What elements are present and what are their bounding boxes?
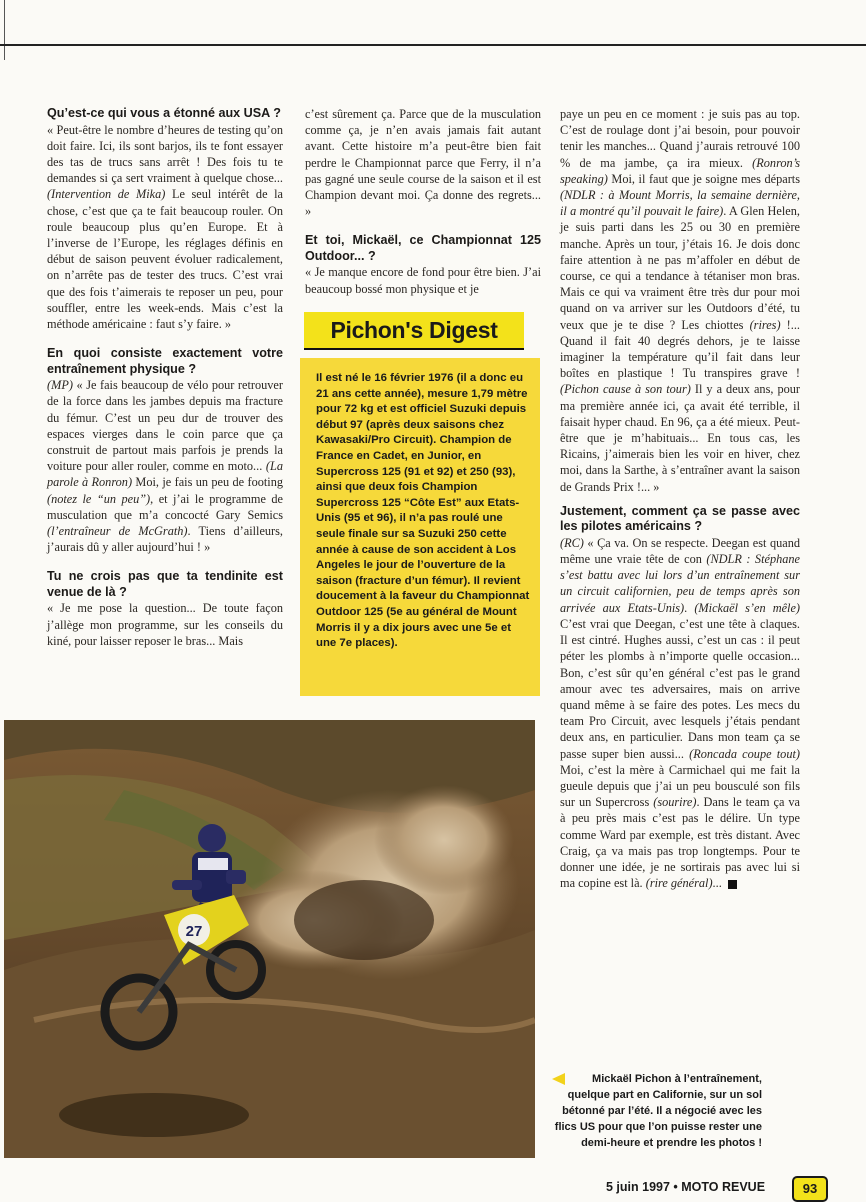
end-of-article-mark: [728, 880, 737, 889]
question-heading: Qu’est-ce qui vous a étonné aux USA ?: [47, 106, 281, 120]
answer-paragraph: (RC) « Ça va. On se respecte. Deegan est quand même une vraie tête de con (NDLR : Stéphane s’est battu avec lui lors d’un entraînement sur un circuit californien, peu de temps après son arrivée aux Etats-Unis). (Mickaël s’en mêle) C’est vrai que Deegan, c’est une tête à claques. Il est cintré. Hughes aussi, c’est un cas : il peut péter les plombs à n’importe quelle occasion... Bon, c’est sûr qu’en général c’est pas le grand amour avec tes adversaires, mais on arrive quand même à se faire des potes. Les mecs du team Pro Circuit, avec lesquels j’étais pendant deux ans, en particulier. Dans mon team ça se passe super bien aussi... (Roncada coupe tout) Moi, c’est la mère à Carmichael qui me fait la gueule depuis que j’ai un peu bousculé son fils sur un Supercross (sourire). Dans le team ça va à peu près mais c’est pas le délire. Un type comme Ward par exemple, est très distant. Avec Craig, ça va mais pas trop longtemps. Pour te donner une idée, je ne sortirais pas avec lui si ma copine est là. (rire général)...: [560, 535, 800, 891]
header-rule: [0, 44, 866, 46]
answer-paragraph: « Peut-être le nombre d’heures de testing qu’on doit faire. Ici, ils sont barjos, ils te font essayer des tas de trucs sans arrêt ! Des fois tu te demandes si ça sert vraiment à quelque chose... (Intervention de Mika) Le seul intérêt de la chose, c’est que ça te fait beaucoup rouler. On roule beaucoup plus qu’en Europe. Et à l’inverse de l’Europe, les réglages définis en début de saison peuvent évoluer radicalement, on n’arrête pas de tester des trucs. C’est vrai que des fois t’aimerais te reposer un peu, pour souffler, entre les week-ends. Mais c’est la méthode américaine : faut s’y faire. »: [47, 122, 283, 331]
question-heading: Tu ne crois pas que ta tendinite est venue de là ?: [47, 569, 283, 599]
answer-paragraph: paye un peu en ce moment : je suis pas au top. C’est de roulage dont j’ai besoin, pour pouvoir tenir les manches... Quand j’aurais retrouvé 100 % de ma jambe, ça ira mieux. (Ronron’s speaking) Moi, il faut que je soigne mes départs (NDLR : à Mount Morris, la semaine dernière, il a montré qu’il pouvait le faire). A Glen Helen, je suis parti dans les 25 ou 30 en première manche. Après un tour, j’étais 16. Je dois donc faire attention à ne pas m’affoler en début de course, ce qui a tendance à tétaniser mon bras. Mais ce qui va vraiment être très dur pour moi quand on va arriver sur les Outdoors d’été, tu veux que je te dise ? Les chiottes (rires) !... Quand il fait 40 degrés dehors, je te laisse imaginer la température qu’il fait dans leur boîtes en plastique ! Tu transpires grave ! (Pichon cause à son tour) Il y a deux ans, pour ma première année ici, ça avait été terrible, il faisait hyper chaud. En 96, ça a été mieux. Peut-être que je m’habituais... En tous cas, les Ricains, j’aimerais bien les voir en hiver, chez moi, dans la Sarthe, à s’entraîner avant la saison de Grands Prix !... »: [560, 107, 800, 494]
footer-issue-date: 5 juin 1997 • MOTO REVUE: [606, 1180, 766, 1194]
question-heading: En quoi consiste exactement votre entraînement physique ?: [47, 346, 283, 376]
answer-paragraph: c’est sûrement ça. Parce que de la musculation comme ça, je n’en avais jamais fait autant avant. Cette histoire m’a peut-être bien fait perdre le Championnat parce que Ferry, il n’a pas gagné une seule course de la saison et il est Champion devant moi. Ça donne des regrets... »: [305, 107, 541, 219]
page-edge-tick: [4, 0, 5, 60]
rider-number: 27: [185, 923, 203, 940]
column-2: [305, 106, 541, 297]
column-1: [47, 106, 283, 649]
motocross-photo-art: [4, 720, 535, 1158]
digest-text: Il est né le 16 février 1976 (il a donc eu 21 ans cette année), mesure 1,79 mètre pour 72 kg et est officiel Suzuki depuis début 97 (après deux saisons chez Kawasaki/Pro Circuit). Champion de France en Cadet, en Junior, en Supercross 125 (91 et 92) et 250 (93), ainsi que deux fois Champion Supercross 125 “Côte Est” aux Etats-Unis (95 et 96), il n’a pas roulé une seule finale sur sa Suzuki 250 cette année à cause de son accident à Los Angeles le jour de l’ouverture de la saison (fracture d’un fémur). Il revient doucement à la faveur du Championnat Outdoor 125 (5e au général de Mount Morris il y a dix jours avec une 5e et une 7e places).: [316, 372, 530, 650]
answer-paragraph: (MP) « Je fais beaucoup de vélo pour retrouver de la force dans les jambes depuis ma fracture du fémur. C’est un peu dur de trouver des espaces vierges dans le coin parce que ça construit de partout mais parfois je prends la voiture pour aller rouler, comme en moto... (La parole à Ronron) Moi, je fais un peu de footing (notez le “un peu”), et j’ai le programme de musculation que m’a concocté Gary Semics (l’entraîneur de McGrath). Tiens d’ailleurs, j’aurais dû y aller aujourd’hui ! »: [47, 378, 284, 555]
digest-title: Pichon's Digest: [304, 312, 524, 350]
page-number: 93: [792, 1176, 828, 1202]
column-3: [560, 106, 800, 891]
photo-caption: Mickaël Pichon à l’entraînement, quelque part en Californie, sur un sol bétonné par l’été. Il a négocié avec les flics US pour que l’on puisse rester une demi-heure et prendre les photos !: [554, 1073, 762, 1149]
answer-paragraph: « Je manque encore de fond pour être bien. J’ai beaucoup bossé mon physique et je: [305, 265, 541, 296]
question-heading: Et toi, Mickaël, ce Championnat 125 Outdoor... ?: [305, 233, 541, 263]
motocross-photo: [4, 720, 535, 1158]
question-heading: Justement, comment ça se passe avec les pilotes américains ?: [560, 503, 800, 534]
answer-paragraph: « Je me pose la question... De toute façon j’allège mon programme, sur les conseils du kiné, pour laisser reposer le bras... Mais: [47, 601, 283, 648]
